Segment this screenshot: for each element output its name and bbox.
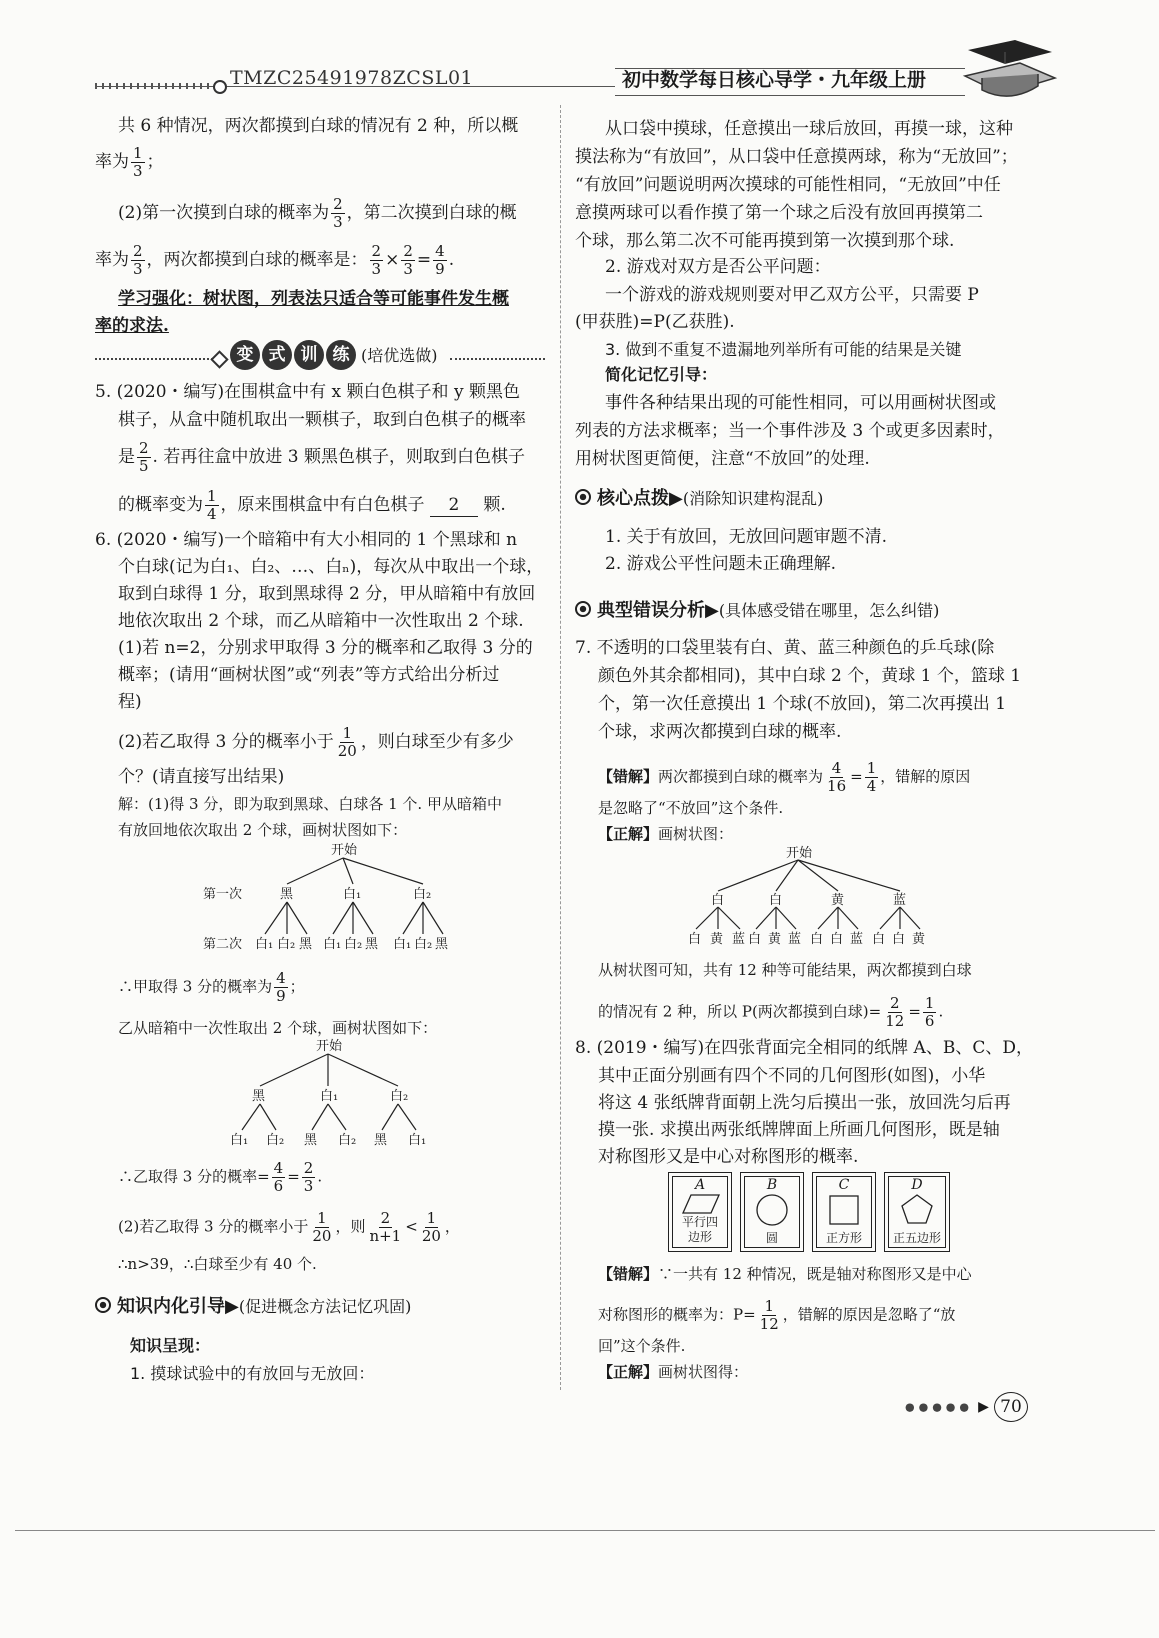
q5-answer: 2: [430, 494, 478, 517]
tree-row-label: 第二次: [203, 937, 243, 952]
tree-leaf: 白₁: [255, 937, 274, 952]
header: [95, 60, 1095, 100]
q6-line-8: (2)若乙取得 3 分的概率小于 $\frac{1}{20}$ ，则白球至少有多少: [118, 724, 514, 760]
q7-line-1: 7. 不透明的口袋里装有白、黄、蓝三种颜色的乒乓球(除: [575, 638, 995, 658]
tree-node: 黑: [252, 1089, 266, 1104]
header-code: TMZC25491978ZCSL01: [230, 67, 474, 89]
tree-leaf: 蓝: [732, 932, 746, 947]
q7-line-2: 颜色外其余都相同)，其中白球 2 个，黄球 1 个，篮球 1: [598, 666, 1022, 686]
card-label: 圆: [765, 1231, 778, 1245]
section-core-points: 核心点拨▶(消除知识建构混乱): [575, 484, 823, 510]
practice-banner: [95, 340, 545, 376]
tree-leaf: 白: [688, 932, 702, 947]
card-label: 平行四边形: [681, 1215, 718, 1244]
card-d: [884, 1172, 950, 1252]
knowledge-title: 知识呈现：: [130, 1336, 211, 1355]
tree-leaf: 白₁: [230, 1133, 249, 1148]
q8-line-3: 将这 4 张纸牌背面朝上洗匀后摸出一张，放回洗匀后再: [598, 1093, 1011, 1113]
solution-line-6: (2)若乙取得 3 分的概率小于 $\frac{1}{20}$ ，则 $\frac{2}{n+1}$ < $\frac{1}{20}$ ，: [118, 1209, 460, 1245]
tree-leaf: 白₁: [408, 1133, 427, 1148]
tree-leaf: 蓝: [788, 932, 802, 947]
dots-icon: ●●●●●: [905, 1400, 973, 1414]
header-rule-dots: [95, 83, 215, 89]
card-label: 正方形: [825, 1231, 862, 1245]
parallelogram-icon: [681, 1193, 721, 1215]
pentagon-icon: [900, 1193, 934, 1225]
right-line-2: 摸法称为“有放回”，从口袋中任意摸两球，称为“无放回”；: [575, 147, 1018, 167]
tree-leaf: 黄: [912, 932, 926, 947]
right-line-9: 3. 做到不重复不遗漏地列举所有可能的结果是关键: [605, 340, 962, 359]
q6-line-1: 6. (2020・编写)一个暗箱中有大小相同的 1 个黑球和 n: [95, 530, 518, 550]
q8-wrong-2: 对称图形的概率为：P= $\frac{1}{12}$ ，错解的原因是忽略了“放: [598, 1297, 956, 1333]
arrow-icon: ▶: [705, 600, 719, 621]
fraction: $\frac{1}{3}$: [133, 144, 143, 180]
tree-leaf: 白₂: [277, 937, 296, 952]
card-letter: D: [911, 1177, 923, 1193]
banner-char: 练: [326, 340, 356, 370]
left-line-4: 率为 $\frac{2}{3}$ ，两次都摸到白球的概率是： $\frac{2}{3}$ × $\frac{2}{3}$ = $\frac{4}{9}$ .: [95, 242, 455, 278]
q8-wrong-3: 回”这个条件.: [598, 1337, 686, 1355]
left-line-1: 共 6 种情况，两次都摸到白球的情况有 2 种，所以概: [118, 116, 519, 136]
card-letter: C: [838, 1177, 850, 1193]
memory-guide-title: 简化记忆引导：: [605, 365, 718, 384]
q6-line-9: 个？(请直接写出结果): [118, 767, 285, 787]
solution-line-2: 有放回地依次取出 2 个球，画树状图如下：: [118, 821, 408, 839]
q7-line-4: 个球，求两次都摸到白球的概率.: [598, 722, 842, 742]
solution-line-5: ∴乙取得 3 分的概率= $\frac{4}{6}$ = $\frac{2}{3}$ .: [118, 1159, 323, 1195]
tree-node: 黑: [280, 887, 294, 902]
right-line-13: 用树状图更简便，注意“不放回”的处理.: [575, 449, 870, 469]
solution-line-4: 乙从暗箱中一次性取出 2 个球，画树状图如下：: [118, 1019, 438, 1037]
tree-leaf: 白: [810, 932, 824, 947]
column-divider: [560, 105, 561, 1390]
tree-diagram-1: [195, 842, 475, 960]
card-c: [812, 1172, 876, 1252]
tree-node: 黄: [831, 893, 845, 908]
tree-diagram-3: [680, 845, 940, 950]
banner-diamond-icon: [210, 350, 228, 368]
tree-leaf: 黑: [299, 937, 313, 952]
page-number: 70: [994, 1392, 1028, 1422]
tree-node: 白₂: [390, 1089, 409, 1104]
q5-line-1: 5. (2020・编写)在围棋盒中有 x 颗白色棋子和 y 颗黑色: [95, 382, 520, 402]
tree-leaf: 黑: [435, 937, 449, 952]
right-line-11: 事件各种结果出现的可能性相同，可以用画树状图或: [605, 393, 996, 413]
tree-leaf: 黄: [768, 932, 782, 947]
circle-icon: [755, 1193, 789, 1227]
q6-line-2: 个白球(记为白₁、白₂、…、白ₙ)，每次从中取出一个球，: [118, 557, 544, 577]
right-line-5: 个球，那么第二次不可能再摸到第一次摸到那个球.: [575, 231, 955, 251]
q6-line-6: 概率；(请用“画树状图”或“列表”等方式给出分析过: [118, 665, 500, 685]
section-bullet-icon: [575, 601, 591, 617]
banner-char: 式: [262, 340, 292, 370]
q7-conclusion-2: 的情况有 2 种，所以 P(两次都摸到白球)= $\frac{2}{12}$ = $\frac{1}{6}$ .: [598, 994, 944, 1030]
card-a: [668, 1172, 732, 1252]
card-b: [740, 1172, 804, 1252]
right-line-8: (甲获胜)=P(乙获胜).: [575, 312, 735, 332]
tree-diagram-2: [220, 1038, 440, 1150]
right-line-3: “有放回”问题说明两次摸球的可能性相同，“无放回”中任: [575, 175, 1001, 195]
q6-line-3: 取到白球得 1 分，取到黑球得 2 分，甲从暗箱中有放回: [118, 584, 536, 604]
q7-right-1: 【正解】画树状图：: [598, 825, 734, 843]
arrow-icon: ▶: [978, 1399, 989, 1415]
tree-leaf: 白₂: [344, 937, 363, 952]
core-point-1: 1. 关于有放回，无放回问题审题不清.: [605, 527, 888, 547]
header-title: 初中数学每日核心导学・九年级上册: [622, 69, 927, 91]
study-note-2: 率的求法.: [95, 316, 169, 336]
q8-line-2: 其中正面分别画有四个不同的几何图形(如图)，小华: [598, 1066, 986, 1086]
tree-leaf: 黑: [304, 1133, 318, 1148]
tree-leaf: 白₂: [266, 1133, 285, 1148]
core-point-2: 2. 游戏公平性问题未正确理解.: [605, 554, 837, 574]
tree-leaf: 白₁: [323, 937, 342, 952]
tree-leaf: 白: [892, 932, 906, 947]
card-label: 正五边形: [892, 1231, 941, 1245]
q8-line-1: 8. (2019・编写)在四张背面完全相同的纸牌 A、B、C、D，: [575, 1038, 1033, 1058]
q7-wrong-2: 是忽略了“不放回”这个条件.: [598, 799, 784, 817]
solution-line-1: 解：(1)得 3 分，即为取到黑球、白球各 1 个. 甲从暗箱中: [118, 795, 502, 813]
section-knowledge: 知识内化引导▶(促进概念方法记忆巩固): [95, 1292, 411, 1318]
page-number-area: [905, 1392, 1028, 1422]
right-line-4: 意摸两球可以看作摸了第一个球之后没有放回再摸第二: [575, 203, 983, 223]
tree-node: 白₁: [343, 887, 362, 902]
q8-line-4: 摸一张. 求摸出两张纸牌牌面上所画几何图形，既是轴: [598, 1120, 1000, 1140]
tree-leaf: 白₁: [393, 937, 412, 952]
q8-wrong-1: 【错解】∵一共有 12 种情况，既是轴对称图形又是中心: [598, 1265, 972, 1283]
header-diamond-icon: [213, 80, 227, 94]
right-line-7: 一个游戏的游戏规则要对甲乙双方公平，只需要 P: [605, 285, 979, 305]
tree-leaf: 白₂: [338, 1133, 357, 1148]
solution-line-7: ∴n>39，∴白球至少有 40 个.: [118, 1255, 317, 1273]
tree-leaf: 黑: [374, 1133, 388, 1148]
q6-line-7: 程): [118, 692, 142, 712]
q7-line-3: 个，第一次任意摸出 1 个球(不放回)，第二次再摸出 1: [598, 694, 1007, 714]
tree-leaf: 白: [748, 932, 762, 947]
card-letter: B: [766, 1177, 778, 1193]
q5-line-4: 的概率变为 $\frac{1}{4}$ ，原来围棋盒中有白色棋子 2 颗.: [118, 487, 506, 523]
right-line-6: 2. 游戏对双方是否公平问题：: [605, 257, 831, 277]
q7-conclusion-1: 从树状图可知，共有 12 种等可能结果，两次都摸到白球: [598, 961, 972, 979]
q5-line-3: 是 $\frac{2}{5}$ . 若再往盒中放进 3 颗黑色棋子，则取到白色棋子: [118, 439, 525, 475]
tree-root: 开始: [786, 846, 813, 861]
graduation-cap-icon: [960, 38, 1060, 108]
tree-node: 白₁: [320, 1089, 339, 1104]
tree-row-label: 第一次: [203, 887, 243, 902]
right-line-1: 从口袋中摸球，任意摸出一球后放回，再摸一球，这种: [605, 119, 1013, 139]
left-line-2: 率为 $\frac{1}{3}$ ；: [95, 144, 164, 180]
section-bullet-icon: [575, 489, 591, 505]
study-note-1: 学习强化：树状图，列表法只适合等可能事件发生概: [118, 289, 509, 309]
banner-char: 变: [230, 340, 260, 370]
tree-root: 开始: [316, 1039, 343, 1054]
tree-leaf: 白₂: [414, 937, 433, 952]
arrow-icon: ▶: [225, 1296, 239, 1317]
tree-leaf: 白: [872, 932, 886, 947]
q8-line-5: 对称图形又是中心对称图形的概率.: [598, 1147, 859, 1167]
tree-leaf: 黄: [710, 932, 724, 947]
left-line-3: (2)第一次摸到白球的概率为 $\frac{2}{3}$ ，第二次摸到白球的概: [118, 195, 517, 231]
q8-right-1: 【正解】画树状图得：: [598, 1363, 749, 1381]
q6-line-5: (1)若 n=2，分别求甲取得 3 分的概率和乙取得 3 分的: [118, 638, 533, 658]
banner-char: 训: [294, 340, 324, 370]
section-error-analysis: 典型错误分析▶(具体感受错在哪里，怎么纠错): [575, 596, 939, 622]
tree-root: 开始: [331, 843, 358, 858]
tree-node: 白₂: [413, 887, 432, 902]
card-letter: A: [694, 1177, 706, 1193]
bottom-rule: [15, 1530, 1155, 1531]
tree-leaf: 白: [830, 932, 844, 947]
square-icon: [828, 1194, 860, 1226]
right-line-12: 列表的方法求概率；当一个事件涉及 3 个或更多因素时，: [575, 421, 1005, 441]
tree-leaf: 蓝: [850, 932, 864, 947]
q5-line-2: 棋子，从盒中随机取出一颗棋子，取到白色棋子的概率: [118, 410, 526, 430]
knowledge-item-1: 1. 摸球试验中的有放回与无放回：: [130, 1364, 375, 1383]
banner-note: (培优选做): [361, 346, 438, 365]
section-bullet-icon: [95, 1297, 111, 1313]
tree-leaf: 黑: [365, 937, 379, 952]
tree-node: 白: [711, 893, 725, 908]
tree-node: 白: [769, 893, 783, 908]
tree-node: 蓝: [893, 893, 907, 908]
q7-wrong-1: 【错解】两次都摸到白球的概率为 $\frac{4}{16}$ = $\frac{1}{4}$ ，错解的原因: [598, 759, 971, 795]
solution-line-3: ∴甲取得 3 分的概率为 $\frac{4}{9}$ ；: [118, 969, 305, 1005]
q6-line-4: 地依次取出 2 个球，而乙从暗箱中一次性取出 2 个球.: [118, 611, 524, 631]
arrow-icon: ▶: [669, 488, 683, 509]
